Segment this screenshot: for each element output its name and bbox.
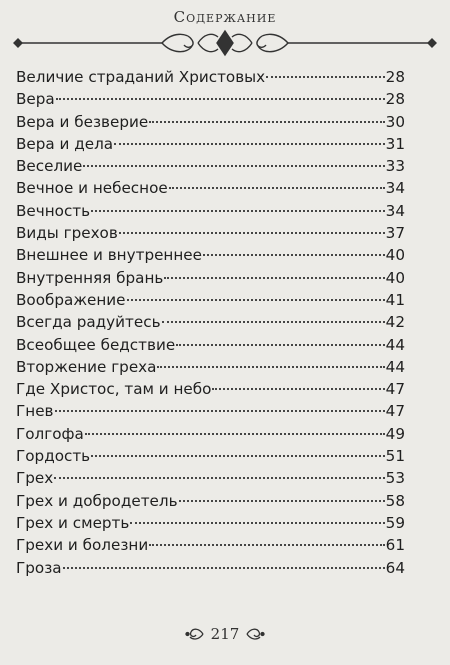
- toc-entry-title: Грехи и болезни: [16, 536, 149, 555]
- toc-entry-title: Гнев: [16, 402, 54, 421]
- toc-entry: [16, 490, 405, 512]
- toc-entry: [16, 66, 405, 88]
- toc-entry-title: Вторжение греха: [16, 357, 157, 376]
- dot-leader: [203, 254, 385, 256]
- dot-leader: [91, 455, 385, 457]
- toc-entry-page: 40: [385, 246, 405, 265]
- toc-entry-title: Внешнее и внутреннее: [16, 246, 202, 265]
- toc-entry-page: 51: [385, 447, 405, 466]
- toc-entry-page: 64: [385, 558, 405, 577]
- dot-leader: [91, 210, 385, 212]
- toc-entry-title: Воображение: [16, 290, 126, 309]
- dot-leader: [63, 567, 385, 569]
- toc-entry-page: 49: [385, 424, 405, 443]
- dot-leader: [162, 321, 385, 323]
- dot-leader: [169, 187, 385, 189]
- toc-entry-page: 44: [385, 335, 405, 354]
- dot-leader: [179, 500, 385, 502]
- toc-entry-page: 47: [385, 380, 405, 399]
- toc-entry: [16, 467, 405, 489]
- dot-leader: [212, 388, 384, 390]
- toc-entry-title: Вера и дела: [16, 134, 114, 153]
- toc-entry-title: Вечность: [16, 201, 91, 220]
- running-header: Содержание: [173, 8, 277, 26]
- toc-entry: [16, 200, 405, 222]
- toc-entry-title: Гордость: [16, 447, 91, 466]
- toc-entry: [16, 155, 405, 177]
- toc-entry-page: 59: [385, 513, 405, 532]
- folio-ornament-left-icon: [185, 627, 205, 641]
- table-of-contents: [16, 66, 405, 579]
- toc-entry: [16, 334, 405, 356]
- header-ornament: [12, 28, 438, 58]
- page-number: 217: [210, 625, 240, 643]
- page-footer: [0, 625, 450, 643]
- toc-entry-title: Величие страданий Христовых: [16, 68, 266, 86]
- toc-entry: [16, 512, 405, 534]
- toc-entry-title: Вечное и небесное: [16, 179, 168, 198]
- toc-entry-title: Гроза: [16, 558, 62, 577]
- toc-entry-page: 34: [385, 201, 405, 220]
- toc-entry-page: 47: [385, 402, 405, 421]
- folio-ornament-right-icon: [245, 627, 265, 641]
- toc-entry: [16, 356, 405, 378]
- dot-leader: [55, 410, 385, 412]
- toc-entry: [16, 177, 405, 199]
- toc-entry-page: 58: [385, 491, 405, 510]
- dot-leader: [149, 121, 385, 123]
- toc-entry: [16, 133, 405, 155]
- toc-entry-title: Веселие: [16, 157, 83, 176]
- toc-entry: [16, 244, 405, 266]
- toc-entry-page: 37: [385, 224, 405, 243]
- toc-entry-page: 53: [385, 469, 405, 488]
- toc-entry-title: Виды грехов: [16, 224, 118, 243]
- toc-entry-title: Грех и смерть: [16, 513, 130, 532]
- toc-entry-page: 34: [385, 179, 405, 198]
- toc-entry-page: 28: [385, 68, 405, 86]
- toc-entry: [16, 400, 405, 422]
- toc-entry: [16, 534, 405, 556]
- toc-entry: [16, 378, 405, 400]
- toc-entry-title: Грех и добродетель: [16, 491, 178, 510]
- toc-entry-page: 28: [385, 90, 405, 109]
- toc-entry-page: 31: [385, 134, 405, 153]
- dot-leader: [83, 165, 384, 167]
- toc-entry-title: Голгофа: [16, 424, 84, 443]
- toc-entry-title: Всегда радуйтесь: [16, 313, 161, 332]
- toc-entry-page: 30: [385, 112, 405, 131]
- toc-entry: [16, 557, 405, 579]
- dot-leader: [176, 344, 385, 346]
- dot-leader: [56, 98, 385, 100]
- toc-entry: [16, 267, 405, 289]
- toc-entry-title: Грех: [16, 469, 54, 488]
- toc-entry: [16, 289, 405, 311]
- toc-entry-title: Вера: [16, 90, 55, 109]
- dot-leader: [119, 232, 385, 234]
- toc-entry: [16, 311, 405, 333]
- dot-leader: [157, 366, 384, 368]
- dot-leader: [114, 143, 385, 145]
- toc-entry: [16, 423, 405, 445]
- toc-entry-page: 33: [385, 157, 405, 176]
- toc-entry-title: Внутренняя брань: [16, 268, 164, 287]
- toc-entry: [16, 88, 405, 110]
- toc-entry: [16, 111, 405, 133]
- dot-leader: [266, 76, 385, 78]
- toc-entry: [16, 222, 405, 244]
- toc-entry-page: 40: [385, 268, 405, 287]
- toc-entry-page: 42: [385, 313, 405, 332]
- dot-leader: [164, 277, 384, 279]
- toc-entry-page: 61: [385, 536, 405, 555]
- toc-entry-page: 41: [385, 290, 405, 309]
- toc-entry-title: Всеобщее бедствие: [16, 335, 176, 354]
- dot-leader: [85, 433, 385, 435]
- dot-leader: [127, 299, 385, 301]
- dot-leader: [149, 544, 384, 546]
- dot-leader: [54, 477, 384, 479]
- dot-leader: [130, 522, 384, 524]
- toc-entry-title: Где Христос, там и небо: [16, 380, 212, 399]
- toc-entry: [16, 445, 405, 467]
- toc-entry-title: Вера и безверие: [16, 112, 149, 131]
- toc-entry-page: 44: [385, 357, 405, 376]
